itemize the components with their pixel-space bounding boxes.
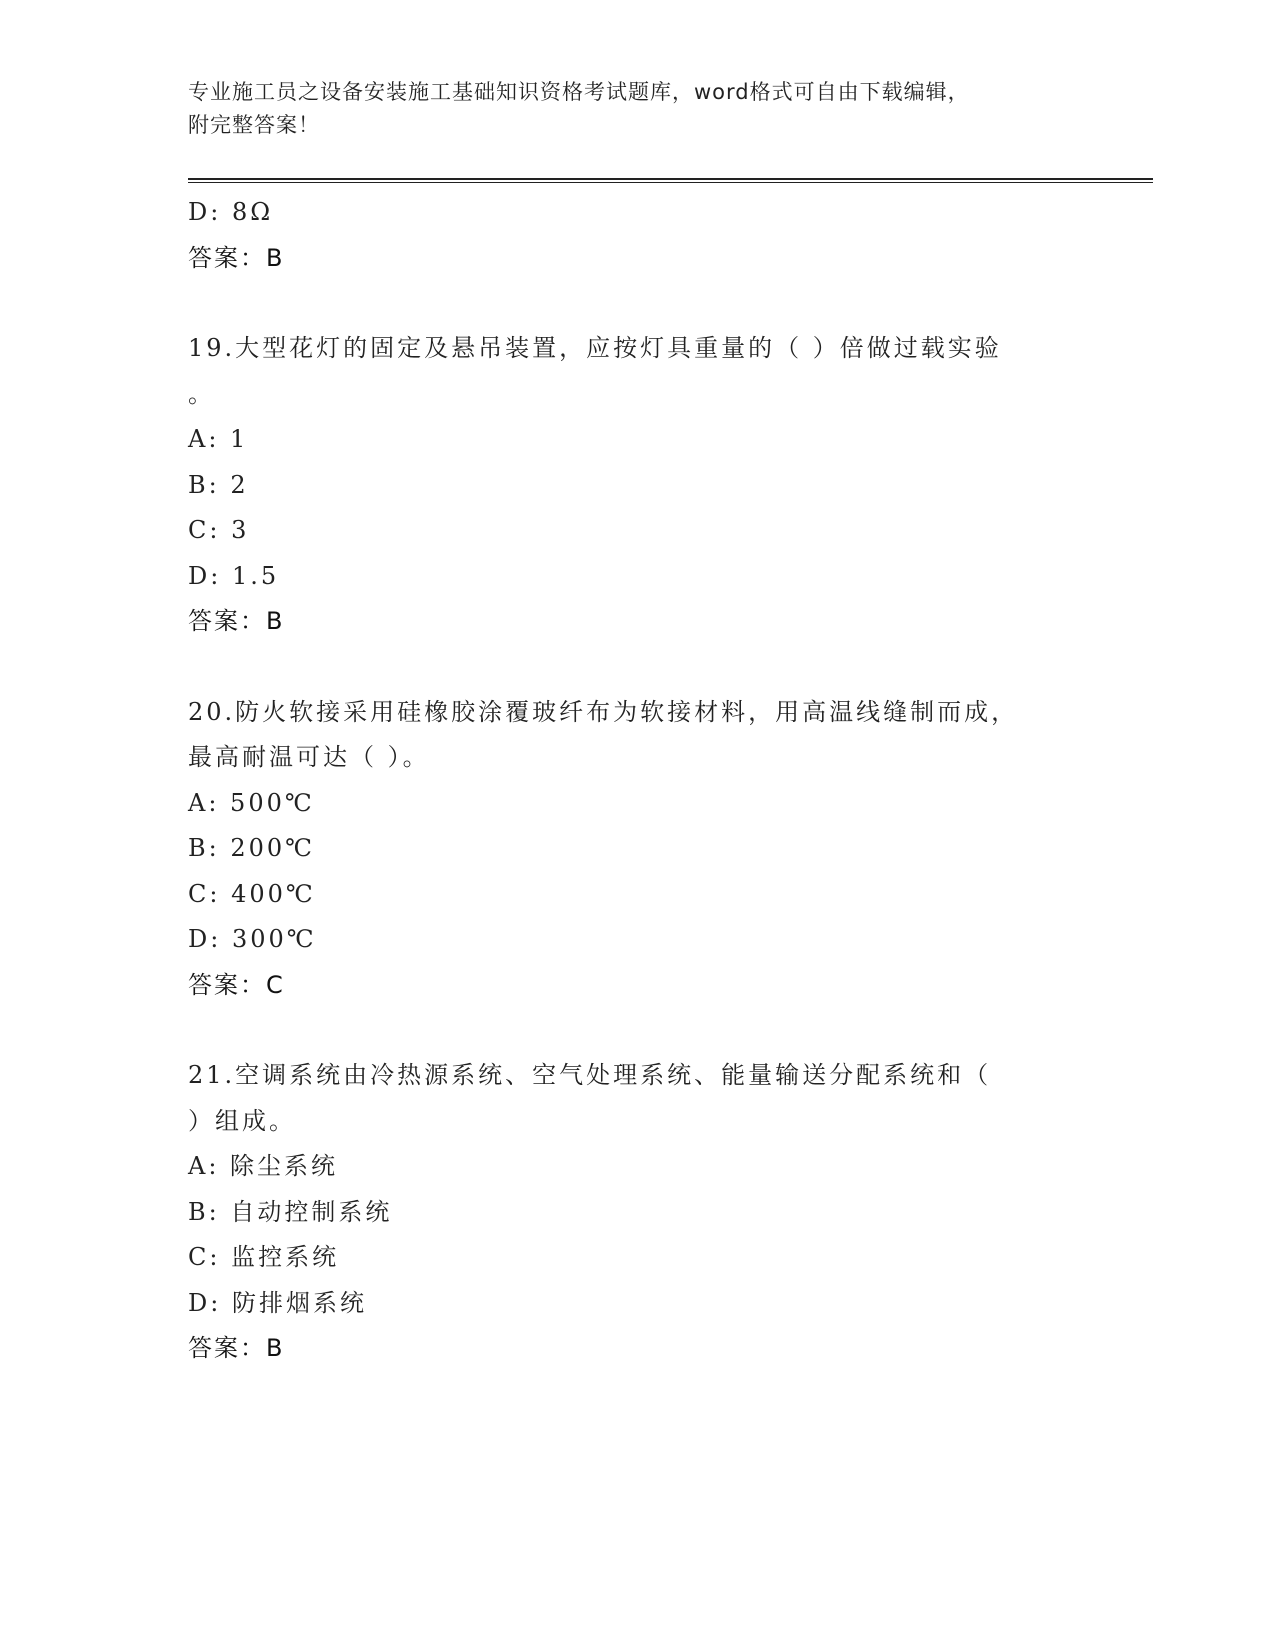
- question-stem-continued: 最高耐温可达（ ）。: [188, 743, 430, 771]
- spacer: [188, 281, 1108, 326]
- option-c: C: 3: [188, 516, 250, 544]
- option-a: A: 500℃: [188, 788, 315, 817]
- question-fragment-18: [188, 190, 1108, 281]
- document-body: [188, 190, 1108, 1372]
- question-stem: 21.空调系统由冷热源系统、空气处理系统、能量输送分配系统和（: [188, 1061, 992, 1089]
- question-21: [188, 1053, 1108, 1372]
- option-d: D: 1.5: [188, 561, 280, 590]
- option-a: A: 除尘系统: [188, 1152, 339, 1180]
- header-line-2: 附完整答案！: [188, 113, 320, 137]
- question-20: [188, 690, 1108, 1009]
- spacer: [188, 645, 1108, 690]
- page-header: [188, 76, 1088, 142]
- question-stem-continued: 。: [188, 379, 215, 408]
- option-b: B: 2: [188, 470, 249, 499]
- question-stem: 20.防火软接采用硅橡胶涂覆玻纤布为软接材料，用高温线缝制而成，: [188, 697, 1019, 726]
- option-c: C: 监控系统: [188, 1243, 340, 1271]
- option-d: D: 300℃: [188, 925, 317, 953]
- option-d: D: 8Ω: [188, 198, 274, 226]
- spacer: [188, 1008, 1108, 1053]
- option-d: D: 防排烟系统: [188, 1288, 367, 1317]
- answer-line: 答案：B: [188, 1334, 285, 1362]
- answer-line: 答案：B: [188, 607, 285, 635]
- option-b: B: 自动控制系统: [188, 1197, 393, 1226]
- option-c: C: 400℃: [188, 879, 316, 908]
- option-b: B: 200℃: [188, 834, 316, 862]
- question-stem: 19.大型花灯的固定及悬吊装置，应按灯具重量的（ ）倍做过载实验: [188, 334, 1002, 362]
- header-line-1: 专业施工员之设备安装施工基础知识资格考试题库，word格式可自由下载编辑，: [188, 80, 970, 104]
- answer-line: 答案：C: [188, 970, 285, 999]
- question-19: [188, 326, 1108, 645]
- answer-line: 答案：B: [188, 243, 285, 272]
- option-a: A: 1: [188, 425, 249, 453]
- question-stem-continued: ）组成。: [188, 1106, 296, 1135]
- header-divider: [188, 178, 1153, 183]
